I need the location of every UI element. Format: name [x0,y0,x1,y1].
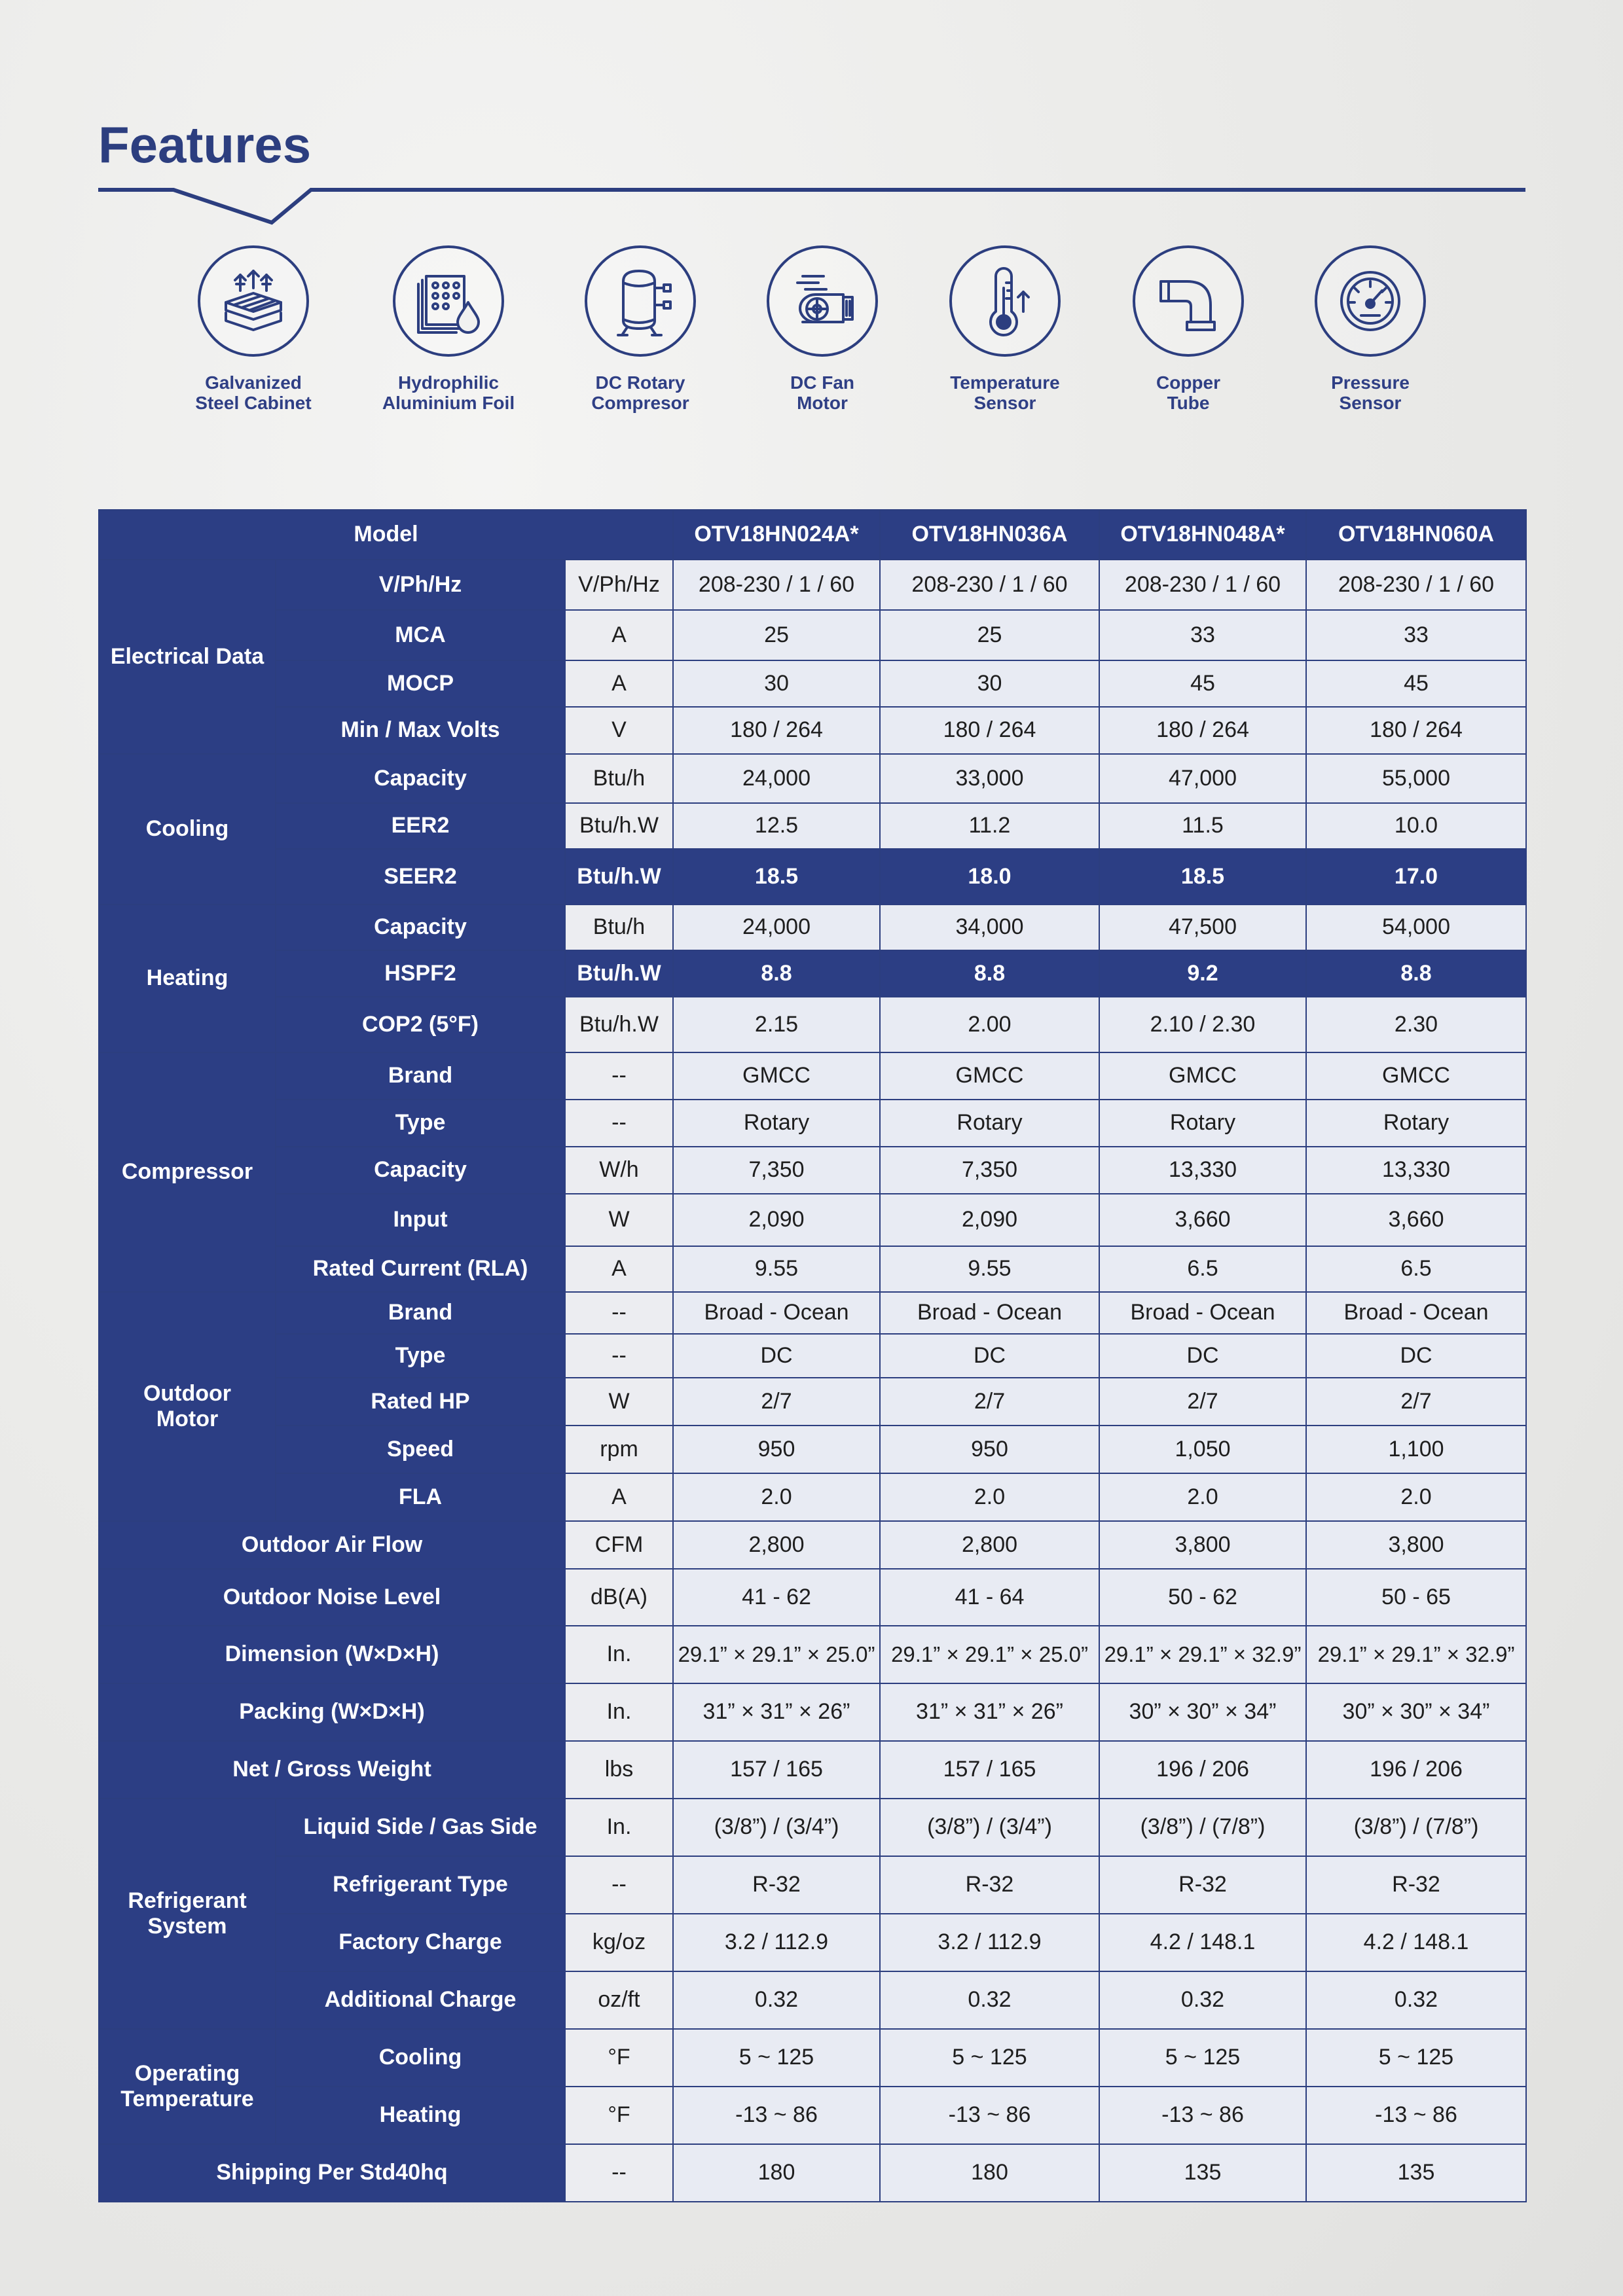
spec-table [98,509,1527,2202]
group-label: Heating [99,905,276,1052]
value-cell: 2/7 [673,1378,880,1426]
title-underline [98,183,1529,229]
group-label: Electrical Data [99,560,276,754]
unit-cell: V [565,707,673,754]
value-cell: GMCC [1099,1052,1306,1100]
value-cell: 2.0 [880,1473,1099,1521]
value-cell: 2.0 [1099,1473,1306,1521]
row-label: MOCP [276,660,565,707]
value-cell: 45 [1099,660,1306,707]
value-cell: 208-230 / 1 / 60 [673,560,880,610]
unit-cell: Btu/h.W [565,849,673,905]
value-cell: 29.1” × 29.1” × 25.0” [880,1626,1099,1683]
group-label-line1: Refrigerant [128,1888,247,1913]
feature-fan-motor [731,245,914,413]
table-row [99,1378,1526,1426]
value-cell: 3.2 / 112.9 [880,1914,1099,1971]
value-cell: 208-230 / 1 / 60 [880,560,1099,610]
feature-label-line2: Steel Cabinet [195,393,312,413]
feature-temperature-sensor [913,245,1097,413]
model-name: OTV18HN060A [1306,510,1526,560]
value-cell: 157 / 165 [673,1741,880,1799]
value-cell: 1,050 [1099,1426,1306,1473]
feature-label-line2: Sensor [974,393,1036,413]
unit-cell: -- [565,1292,673,1334]
value-cell: 10.0 [1306,803,1526,849]
value-cell: 0.32 [673,1971,880,2029]
feature-aluminium-foil [357,245,540,413]
unit-cell: CFM [565,1521,673,1569]
value-cell: 25 [673,610,880,660]
unit-cell: rpm [565,1426,673,1473]
value-cell: 4.2 / 148.1 [1099,1914,1306,1971]
value-cell: 2,090 [880,1194,1099,1246]
row-label: Packing (W×D×H) [99,1683,565,1741]
value-cell: (3/8”) / (7/8”) [1306,1799,1526,1856]
table-row [99,754,1526,803]
value-cell: 180 / 264 [880,707,1099,754]
model-name: OTV18HN024A* [673,510,880,560]
table-row [99,803,1526,849]
feature-label-line1: Hydrophilic [397,372,499,393]
table-row [99,1194,1526,1246]
value-cell: 11.2 [880,803,1099,849]
group-label-line1: Outdoor [143,1380,232,1406]
value-cell: DC [673,1334,880,1378]
row-label: Dimension (W×D×H) [99,1626,565,1683]
unit-cell: -- [565,1334,673,1378]
unit-cell: A [565,610,673,660]
table-row-highlight [99,950,1526,997]
value-cell: Broad - Ocean [1099,1292,1306,1334]
row-label: MCA [276,610,565,660]
value-cell: 2,800 [880,1521,1099,1569]
value-cell: 29.1” × 29.1” × 25.0” [673,1626,880,1683]
value-cell: 17.0 [1306,849,1526,905]
value-cell: 2.15 [673,997,880,1052]
value-cell: Broad - Ocean [880,1292,1099,1334]
unit-cell: W/h [565,1147,673,1194]
unit-cell: oz/ft [565,1971,673,2029]
value-cell: 31” × 31” × 26” [880,1683,1099,1741]
value-cell: DC [1099,1334,1306,1378]
row-label: Brand [276,1292,565,1334]
group-label: Cooling [99,754,276,905]
row-label: Rated HP [276,1378,565,1426]
table-row [99,1147,1526,1194]
value-cell: 950 [673,1426,880,1473]
unit-cell: dB(A) [565,1569,673,1626]
feature-label-line1: DC Rotary [595,372,685,393]
unit-cell: Btu/h [565,754,673,803]
unit-cell: A [565,660,673,707]
feature-label-line2: Tube [1167,393,1210,413]
value-cell: 47,500 [1099,905,1306,950]
value-cell: 13,330 [1099,1147,1306,1194]
row-label: Outdoor Air Flow [99,1521,565,1569]
table-row [99,707,1526,754]
value-cell: 3,660 [1306,1194,1526,1246]
row-label: Type [276,1100,565,1147]
feature-label-line1: Galvanized [205,372,302,393]
steel-cabinet-icon [198,245,309,357]
row-label: Brand [276,1052,565,1100]
value-cell: 18.5 [1099,849,1306,905]
unit-cell: A [565,1246,673,1292]
value-cell: 2.0 [1306,1473,1526,1521]
value-cell: 5 ~ 125 [673,2029,880,2087]
table-row [99,1292,1526,1334]
value-cell: 208-230 / 1 / 60 [1099,560,1306,610]
row-label: Capacity [276,754,565,803]
row-label: Type [276,1334,565,1378]
table-row [99,1971,1526,2029]
unit-cell: W [565,1194,673,1246]
table-row [99,1569,1526,1626]
value-cell: Broad - Ocean [673,1292,880,1334]
value-cell: 0.32 [1099,1971,1306,2029]
group-label [99,1292,276,1521]
value-cell: 2.10 / 2.30 [1099,997,1306,1052]
value-cell: 24,000 [673,905,880,950]
feature-label-line1: DC Fan [790,372,854,393]
feature-label-line2: Sensor [1339,393,1402,413]
value-cell: Rotary [673,1100,880,1147]
value-cell: 8.8 [673,950,880,997]
value-cell: 3.2 / 112.9 [673,1914,880,1971]
group-label [99,1799,276,2029]
table-row [99,1626,1526,1683]
value-cell: R-32 [673,1856,880,1914]
group-label [99,2029,276,2144]
value-cell: 33 [1099,610,1306,660]
group-label-line2: Motor [156,1407,219,1431]
row-label: Input [276,1194,565,1246]
table-row [99,1473,1526,1521]
page-title: Features [98,116,312,173]
table-row [99,1741,1526,1799]
table-row [99,1100,1526,1147]
value-cell: 29.1” × 29.1” × 32.9” [1306,1626,1526,1683]
value-cell: 18.5 [673,849,880,905]
value-cell: 41 - 62 [673,1569,880,1626]
value-cell: R-32 [1306,1856,1526,1914]
row-label: Capacity [276,905,565,950]
unit-cell: -- [565,1856,673,1914]
value-cell: Rotary [880,1100,1099,1147]
row-label: Heating [276,2087,565,2144]
value-cell: 18.0 [880,849,1099,905]
unit-cell: Btu/h.W [565,997,673,1052]
value-cell: 6.5 [1306,1246,1526,1292]
unit-cell: °F [565,2029,673,2087]
feature-label-line2: Aluminium Foil [382,393,515,413]
feature-label-line2: Motor [797,393,848,413]
value-cell: 0.32 [1306,1971,1526,2029]
value-cell: 55,000 [1306,754,1526,803]
value-cell: 950 [880,1426,1099,1473]
value-cell: 2/7 [1306,1378,1526,1426]
value-cell: 3,800 [1099,1521,1306,1569]
table-row [99,2087,1526,2144]
value-cell: -13 ~ 86 [1099,2087,1306,2144]
unit-cell: W [565,1378,673,1426]
group-label-line1: Operating [134,2060,240,2086]
row-label: Outdoor Noise Level [99,1569,565,1626]
value-cell: 2/7 [1099,1378,1306,1426]
row-label: V/Ph/Hz [276,560,565,610]
feature-copper-tube [1097,245,1280,413]
value-cell: 2,800 [673,1521,880,1569]
features-row [164,245,1460,429]
value-cell: 30” × 30” × 34” [1306,1683,1526,1741]
value-cell: 5 ~ 125 [1099,2029,1306,2087]
value-cell: 0.32 [880,1971,1099,2029]
value-cell: 9.55 [880,1246,1099,1292]
value-cell: 34,000 [880,905,1099,950]
table-row [99,1521,1526,1569]
value-cell: 2.00 [880,997,1099,1052]
value-cell: 7,350 [673,1147,880,1194]
value-cell: (3/8”) / (7/8”) [1099,1799,1306,1856]
value-cell: Rotary [1306,1100,1526,1147]
table-row [99,2144,1526,2202]
table-row [99,905,1526,950]
copper-tube-icon [1133,245,1244,357]
value-cell: 29.1” × 29.1” × 32.9” [1099,1626,1306,1683]
group-label-line2: System [147,1914,227,1939]
value-cell: 180 [673,2144,880,2202]
value-cell: DC [880,1334,1099,1378]
unit-cell: -- [565,1052,673,1100]
table-row [99,2029,1526,2087]
table-header-row [99,510,1526,560]
value-cell: -13 ~ 86 [880,2087,1099,2144]
value-cell: R-32 [880,1856,1099,1914]
value-cell: 30” × 30” × 34” [1099,1683,1306,1741]
model-name: OTV18HN048A* [1099,510,1306,560]
value-cell: 208-230 / 1 / 60 [1306,560,1526,610]
value-cell: 196 / 206 [1306,1741,1526,1799]
row-label: Liquid Side / Gas Side [276,1799,565,1856]
table-row-highlight [99,849,1526,905]
value-cell: 2,090 [673,1194,880,1246]
row-label: Refrigerant Type [276,1856,565,1914]
value-cell: 33 [1306,610,1526,660]
unit-cell: V/Ph/Hz [565,560,673,610]
rotary-compressor-icon [585,245,696,357]
value-cell: GMCC [673,1052,880,1100]
unit-cell: In. [565,1683,673,1741]
table-row [99,560,1526,610]
unit-cell: Btu/h.W [565,950,673,997]
value-cell: (3/8”) / (3/4”) [673,1799,880,1856]
table-row [99,997,1526,1052]
value-cell: 135 [1306,2144,1526,2202]
unit-cell: -- [565,2144,673,2202]
unit-cell: -- [565,1100,673,1147]
value-cell: 8.8 [880,950,1099,997]
value-cell: Rotary [1099,1100,1306,1147]
model-name: OTV18HN036A [880,510,1099,560]
value-cell: 31” × 31” × 26” [673,1683,880,1741]
value-cell: 30 [673,660,880,707]
value-cell: 12.5 [673,803,880,849]
value-cell: 7,350 [880,1147,1099,1194]
feature-label-line1: Copper [1156,372,1220,393]
table-row [99,1856,1526,1914]
table-row [99,1683,1526,1741]
value-cell: 1,100 [1306,1426,1526,1473]
table-row [99,1799,1526,1856]
unit-cell: In. [565,1626,673,1683]
value-cell: 135 [1099,2144,1306,2202]
row-label: COP2 (5°F) [276,997,565,1052]
value-cell: Broad - Ocean [1306,1292,1526,1334]
unit-cell: kg/oz [565,1914,673,1971]
value-cell: DC [1306,1334,1526,1378]
table-row [99,1426,1526,1473]
fan-motor-icon [767,245,878,357]
value-cell: 2.30 [1306,997,1526,1052]
value-cell: 45 [1306,660,1526,707]
feature-steel-cabinet [162,245,345,413]
value-cell: 180 / 264 [673,707,880,754]
unit-cell: °F [565,2087,673,2144]
row-label: HSPF2 [276,950,565,997]
value-cell: 33,000 [880,754,1099,803]
value-cell: R-32 [1099,1856,1306,1914]
value-cell: GMCC [1306,1052,1526,1100]
value-cell: 25 [880,610,1099,660]
value-cell: -13 ~ 86 [673,2087,880,2144]
model-header: Model [99,510,673,560]
aluminium-foil-icon [393,245,504,357]
row-label: Speed [276,1426,565,1473]
row-label: Shipping Per Std40hq [99,2144,565,2202]
value-cell: 157 / 165 [880,1741,1099,1799]
value-cell: 180 / 264 [1099,707,1306,754]
table-row [99,1052,1526,1100]
value-cell: 24,000 [673,754,880,803]
value-cell: 4.2 / 148.1 [1306,1914,1526,1971]
value-cell: 50 - 62 [1099,1569,1306,1626]
feature-label-line1: Pressure [1331,372,1410,393]
unit-cell: lbs [565,1741,673,1799]
value-cell: 196 / 206 [1099,1741,1306,1799]
feature-label-line2: Compresor [591,393,689,413]
value-cell: -13 ~ 86 [1306,2087,1526,2144]
row-label: SEER2 [276,849,565,905]
table-row [99,1914,1526,1971]
value-cell: 30 [880,660,1099,707]
value-cell: 50 - 65 [1306,1569,1526,1626]
value-cell: 2/7 [880,1378,1099,1426]
feature-pressure-sensor [1279,245,1462,413]
row-label: FLA [276,1473,565,1521]
value-cell: 5 ~ 125 [880,2029,1099,2087]
row-label: Additional Charge [276,1971,565,2029]
value-cell: 13,330 [1306,1147,1526,1194]
value-cell: 47,000 [1099,754,1306,803]
value-cell: GMCC [880,1052,1099,1100]
row-label: Factory Charge [276,1914,565,1971]
feature-rotary-compressor [549,245,732,413]
row-label: Cooling [276,2029,565,2087]
row-label: Net / Gross Weight [99,1741,565,1799]
value-cell: 180 [880,2144,1099,2202]
value-cell: 11.5 [1099,803,1306,849]
table-row [99,610,1526,660]
value-cell: 54,000 [1306,905,1526,950]
value-cell: 3,800 [1306,1521,1526,1569]
row-label: Rated Current (RLA) [276,1246,565,1292]
value-cell: 9.55 [673,1246,880,1292]
value-cell: 8.8 [1306,950,1526,997]
value-cell: 9.2 [1099,950,1306,997]
value-cell: 3,660 [1099,1194,1306,1246]
value-cell: 2.0 [673,1473,880,1521]
pressure-gauge-icon [1315,245,1426,357]
value-cell: (3/8”) / (3/4”) [880,1799,1099,1856]
thermometer-icon [949,245,1061,357]
row-label: EER2 [276,803,565,849]
value-cell: 180 / 264 [1306,707,1526,754]
table-row [99,1246,1526,1292]
unit-cell: Btu/h [565,905,673,950]
table-row [99,1334,1526,1378]
value-cell: 5 ~ 125 [1306,2029,1526,2087]
value-cell: 6.5 [1099,1246,1306,1292]
unit-cell: Btu/h.W [565,803,673,849]
row-label: Capacity [276,1147,565,1194]
feature-label-line1: Temperature [950,372,1060,393]
value-cell: 41 - 64 [880,1569,1099,1626]
row-label: Min / Max Volts [276,707,565,754]
table-row [99,660,1526,707]
unit-cell: A [565,1473,673,1521]
unit-cell: In. [565,1799,673,1856]
group-label-line2: Temperature [120,2087,254,2111]
group-label: Compressor [99,1052,276,1292]
